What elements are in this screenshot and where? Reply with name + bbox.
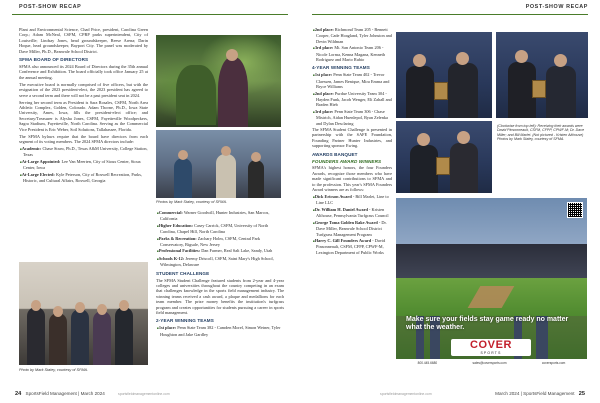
team-bullet: ■ 3rd place: Mt. San Antonio Team 206 - Nicole Lorma, Kenna Magana, Kenneth Rodriguez and Mario Rubio: [312, 45, 392, 62]
section-heading-challenge: STUDENT CHALLENGE: [156, 270, 210, 276]
page-number: 24: [15, 391, 22, 397]
section-heading-banquet: AWARDS BANQUET: [312, 151, 358, 157]
award-photo-1: [396, 32, 492, 118]
director-bullet: ■ Higher Education: Casey Carrick, CSFM, University of North Carolina, Chapel Hill, North Carolina: [156, 223, 284, 235]
right-footer-mid-wrap: [300, 391, 600, 400]
founders-paragraph: SFMA's highest honors, the four Founders Awards, recognize those members who have made significant contributions to SFMA and to the profession. This year's SFMA Founders Award winners are as follows:: [312, 165, 392, 193]
logo-brand: COVER: [469, 339, 513, 351]
section-subheading-founders: FOUNDERS AWARD WINNERS: [312, 158, 382, 164]
left-section-label: POST-SHOW RECAP: [19, 4, 82, 10]
team-bullet: ■ 2nd place: Purdue University Team 304 - Hayden Funk, Jacob Wenger, Eli Zahall and Braden Hieb: [312, 91, 392, 108]
team-bullet: ■ 1st place: Penn State Team 402 - Trevor Claessen, James Benique, Mira Emma and Bryce Williams: [312, 72, 392, 89]
ad-email[interactable]: sales@coversports.com: [472, 361, 507, 365]
footer-website: sportsfieldmanagementonline.com: [380, 392, 432, 396]
award-bullet: ■ George Toma Golden Rake Award - Dr. Dave Miller, Beanvale School District Turfgrass Management Program: [312, 220, 392, 237]
footer-website: sportsfieldmanagementonline.com: [118, 392, 170, 396]
director-bullet: ■ At-Large Appointed: Lee Van Meerten, City of Sioux Center, Sioux Center, Iowa: [19, 159, 148, 171]
ad-website[interactable]: coversports.com: [541, 361, 566, 365]
photo-caption-bottom: Photo by Mark Staley, courtesy of SFMA.: [19, 368, 89, 372]
award-photo-caption: (Clockwise from top left): Receiving their awards were David Pinsonneault, CSFM, CFPP, CPWF-M; Dr. Dave Miller; and Bill Marlet. (Not pictured - Kristen Althouse) Photos by Mark Staley, courtesy of SFMA.: [497, 124, 585, 142]
footer-magazine: March 2024 | SportsField Management: [495, 391, 575, 396]
page-number: 25: [578, 391, 585, 397]
team-bullet: ■ 3rd place: Penn State Team 306 - Chase Mistrich, Aidan Huenlepol, Ryan Zelenka and Dylan Desclaring: [312, 109, 392, 126]
director-bullet: ■ At-Large Elected: Kyle Peterson, City of Roswell Recreation, Parks, Historic, and Cultural Affairs, Roswell, Georgia: [19, 172, 148, 184]
cover-sports-logo: [451, 339, 531, 356]
challenge-sponsors-paragraph: The SFMA Student Challenge is presented in partnership with the SAFE Foundation, Founding Partner Hunter Industries, and supporting sponsor Ewing.: [312, 127, 392, 149]
section-heading-board: SFMA BOARD OF DIRECTORS: [19, 57, 89, 63]
qr-code-icon[interactable]: [567, 202, 583, 218]
cover-sports-ad[interactable]: [396, 198, 587, 367]
footer-magazine: SportsField Management | March 2024: [25, 391, 105, 396]
section-heading-4yr: 4-YEAR WINNING TEAMS: [312, 65, 370, 71]
photo-caption-top: Photos by Mark Staley, courtesy of SFMA.: [156, 200, 228, 204]
left-col-2: [156, 210, 284, 338]
intro-paragraph: Plant and Environmental Science, Chad Price, president, Carolina Green Corp.; Adam McNeal, CSFM, CPRP parks superintendent, City of Louisville; Lindsay Jones, head groundskeeper, Reese Arena; Darin Hoque, head groundskeeper, Bayport City. The panel was moderated by Dave Miller, Ph.D., Beanvale School District.: [19, 27, 148, 54]
board-paragraph-2: The executive board is normally comprised of five officers, but with the resignation of the 2023 president-elect, the 2023 president has agreed to serve a second term and there will not be a past president seat in 2024.: [19, 81, 148, 98]
right-col-1: [312, 27, 392, 256]
team-bullet: ■ 2nd place: Richmond Team 205 - Bennett Cooper, Cade Hoagland, Tyler Johnston and Devin Wildman: [312, 27, 392, 44]
director-bullet: ■ Parks & Recreation: Zachary Holm, CSFM, Central Park Conservatory, Bigsale, New Jersey: [156, 236, 284, 248]
challenge-paragraph: The SFMA Student Challenge featured students from 2-year and 4-year colleges and universities throughout the country competing in an exam that challenges knowledge in the sports field management industry. The winning teams received a cash award, a plaque and medallions for each team member. The prize money benefits the institution's turfgrass program and creates opportunities for students pursuing a career in sports field management.: [156, 277, 284, 315]
board-paragraph-4: The SFMA bylaws require that the board have directors from each segment of its voting members. The 2024 SFMA directors include:: [19, 133, 148, 144]
infield-diamond: [468, 286, 515, 308]
ad-phone[interactable]: 800.445.6680: [417, 361, 438, 365]
award-photo-2: [496, 32, 588, 118]
group-photo: [19, 262, 148, 365]
team-bullet: ■ 1st place: Penn State Team 382 - Camden Morel, Simon Weiner, Tyler Houghton and Jake Gardley: [156, 325, 284, 337]
section-heading-2yr: 2-YEAR WINNING TEAMS: [156, 318, 214, 324]
award-photo-3: [396, 121, 492, 193]
award-bullet: ■ Dr. William H. Daniel Award - Kristen Althouse, Pennsylvania Turfgrass Council: [312, 207, 392, 219]
header-rule: [312, 14, 588, 15]
ad-contact-bar: [396, 359, 587, 367]
header-rule: [12, 14, 288, 15]
left-col-1: [19, 27, 148, 184]
award-bullet: ■ Dick Ericson Award - Bill Marlet, Line to Line LLC: [312, 194, 392, 206]
director-bullet: ■ Academic: Chase Straw, Ph.D., Texas A&M University, College Station, Texas: [19, 146, 148, 158]
ad-headline: Make sure your fields stay game ready no matter what the weather.: [406, 316, 569, 331]
board-paragraph-3: Serving her second term as President is Sara Rosales, CSFM, North Area Athletic Complex, Golden, Colorado. Adam Thorne, Ph.D., Iowa State University, Ames, Iowa, fills the president-elect office; and Secretary/Treasurer is Alysha Jones, CSFM, Fayetteville Woodpeckers, Sagra Stadium, Fayetteville, North Carolina. Serving as the Commercial Vice President is Eric Weber, Soil Solutions, Tallahassee, Florida.: [19, 99, 148, 132]
director-bullet: ■ Schools K-12: Jeremy Driscoll, CSFM, Saint Mary's High School, Wilmington, Delaware: [156, 256, 284, 268]
baseball-field: [396, 278, 587, 316]
right-page: [300, 0, 600, 403]
director-bullet: ■ Commercial: Warner Goodwill, Hunter Industries, San Marcos, California: [156, 210, 284, 222]
right-section-label: POST-SHOW RECAP: [525, 4, 588, 10]
left-footer-mid-wrap: [0, 391, 300, 400]
plant-photo: [156, 35, 281, 127]
expo-photo: [156, 130, 281, 198]
director-bullet: ■ Professional Facilities: Dan Farmer, Real Salt Lake, Sandy, Utah: [156, 248, 284, 254]
award-bullet: ■ Harry C. Gill Founders Award - David Pinsonneault, CSFM, CFPP, CPWF-M, Lexington Department of Public Works: [312, 238, 392, 255]
logo-sub: SPORTS: [480, 351, 502, 355]
board-paragraph-1: SFMA also announced its 2024 Board of Directors during the 35th annual Conference and Exhibition. The board officially took office January 25 at the annual meeting.: [19, 63, 148, 80]
